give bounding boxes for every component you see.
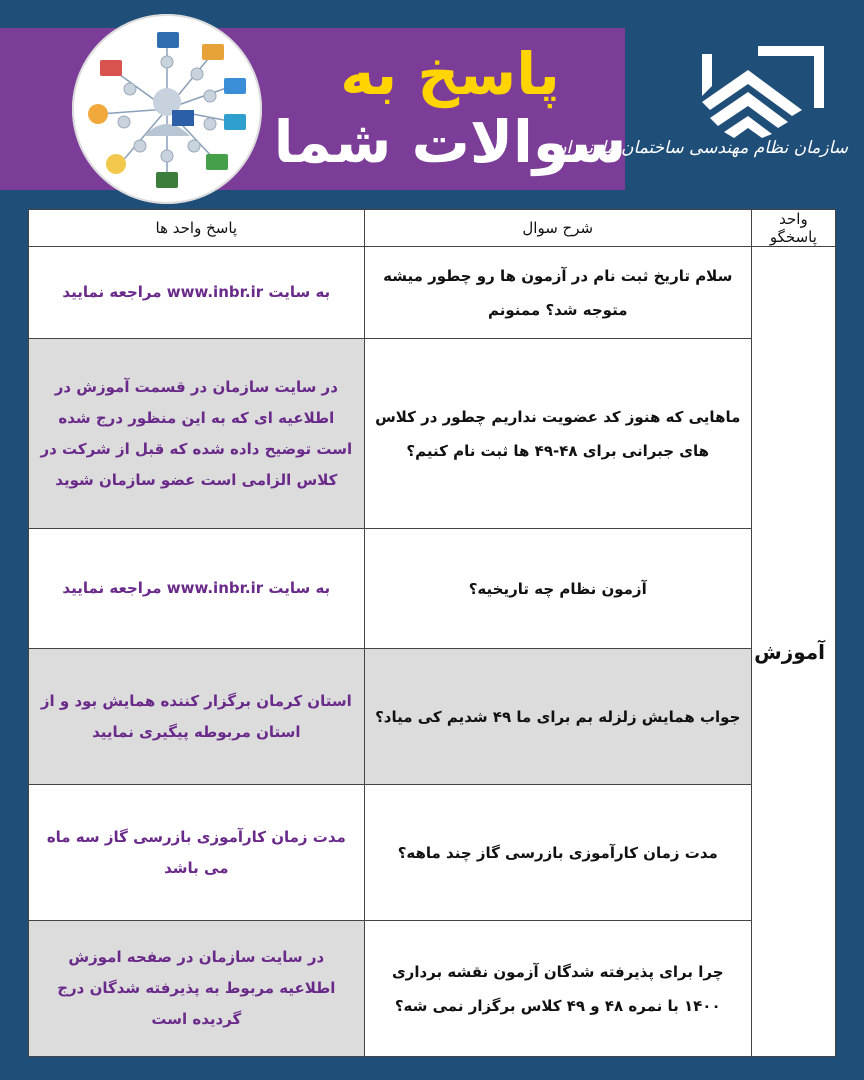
- table-row: [29, 785, 836, 921]
- question-cell: ماهایی که هنوز کد عضویت نداریم چطور در کلاس های جبرانی برای ۴۸-۴۹ ها ثبت نام کنیم؟: [364, 339, 751, 529]
- header: [0, 0, 864, 205]
- qa-table: [28, 209, 836, 1057]
- question-cell: سلام تاریخ ثبت نام در آزمون ها رو چطور میشه متوجه شد؟ ممنونم: [364, 247, 751, 339]
- answer-cell: در سایت سازمان در قسمت آموزش در اطلاعیه ای که به این منظور درج شده است توضیح داده شده که قبل از شرکت در کلاس الزامی است عضو سازمان شوید: [29, 339, 365, 529]
- header-answer: پاسخ واحد ها: [29, 210, 365, 247]
- question-cell: جواب همایش زلزله بم برای ما ۴۹ شدیم کی میاد؟: [364, 649, 751, 785]
- answer-cell: استان کرمان برگزار کننده همایش بود و از استان مربوطه پیگیری نمایید: [29, 649, 365, 785]
- title-line-1: پاسخ به: [340, 40, 560, 108]
- building-roof-icon: [638, 40, 848, 140]
- header-unit: واحد پاسخگو: [751, 210, 835, 247]
- header-question: شرح سوال: [364, 210, 751, 247]
- organization-logo: [554, 40, 848, 170]
- table-header-row: [29, 210, 836, 247]
- question-cell: مدت زمان کارآموزی بازرسی گاز چند ماهه؟: [364, 785, 751, 921]
- question-cell: آزمون نظام چه تاریخیه؟: [364, 529, 751, 649]
- organization-name: سازمان نظام مهندسی ساختمان مازندران: [554, 138, 848, 158]
- title-line-2: سوالات شما: [273, 108, 627, 176]
- table-row: [29, 649, 836, 785]
- answer-cell: در سایت سازمان در صفحه اموزش اطلاعیه مربوط به پذیرفته شدگان درج گردیده است: [29, 921, 365, 1057]
- table-row: [29, 339, 836, 529]
- answer-cell: به سایت www.inbr.ir مراجعه نمایید: [29, 247, 365, 339]
- table-row: [29, 247, 836, 339]
- network-illustration-icon: [72, 14, 262, 204]
- table-row: [29, 921, 836, 1057]
- question-cell: چرا برای پذیرفته شدگان آزمون نقشه برداری ۱۴۰۰ با نمره ۴۸ و ۴۹ کلاس برگزار نمی شه؟: [364, 921, 751, 1057]
- qa-table-container: [28, 209, 836, 1051]
- table-row: [29, 529, 836, 649]
- answer-cell: مدت زمان کارآموزی بازرسی گاز سه ماه می باشد: [29, 785, 365, 921]
- answer-cell: به سایت www.inbr.ir مراجعه نمایید: [29, 529, 365, 649]
- unit-cell: آموزش: [751, 247, 835, 1057]
